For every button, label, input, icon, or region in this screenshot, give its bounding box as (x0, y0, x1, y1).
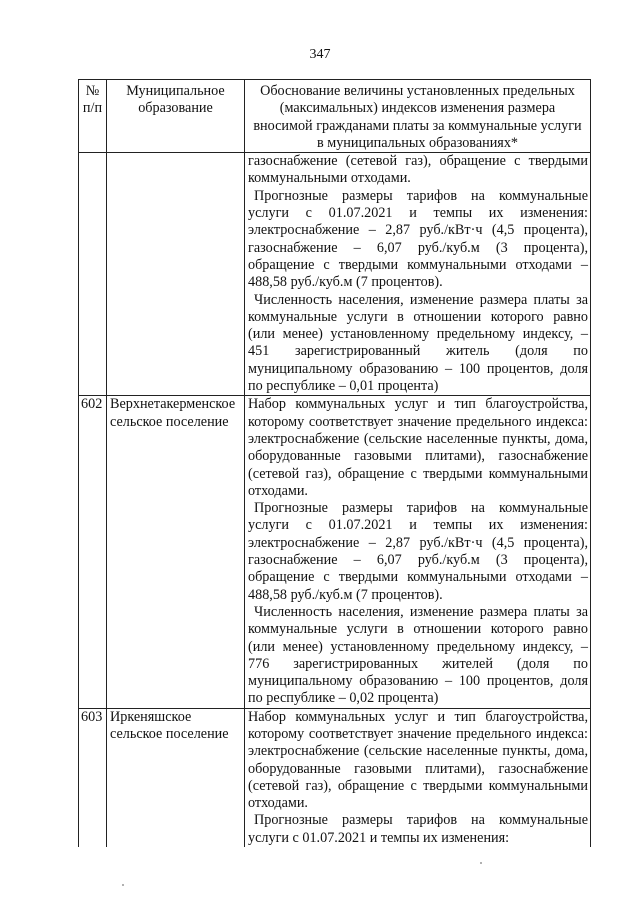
scan-speck (480, 862, 482, 864)
continuation-paragraph-1: газоснабжение (сетевой газ), обращение с твердыми коммунальными отходами. (248, 153, 588, 187)
header-number (79, 80, 107, 153)
table-row-continuation (79, 153, 591, 396)
page-number: 347 (309, 47, 331, 62)
header-number-line2: п/п (82, 100, 103, 117)
table-header-row (79, 80, 591, 153)
row-paragraph-1: Набор коммунальных услуг и тип благоустройства, которому соответствует значение предельного индекса: электроснабжение (сельские населенные пункты, дома, оборудованные газовыми плитами), газоснабжение (сетевой газ), обращение с твердыми коммунальными отходами. (248, 396, 588, 499)
header-municipality-line2: образование (138, 100, 213, 117)
table-row-603 (79, 708, 591, 847)
row-justification (245, 396, 591, 708)
row-number: 602 (79, 396, 107, 708)
header-number-line1: № (85, 83, 100, 99)
row-number: 603 (79, 708, 107, 847)
continuation-paragraph-2: Прогнозные размеры тарифов на коммунальные услуги с 01.07.2021 и темпы их изменения: электроснабжение – 2,87 руб./кВт·ч (4,5 процента), газоснабжение – 6,07 руб./куб.м (3 процента), обращение с твердыми коммунальными отходами – 488,58 руб./куб.м (7 процентов). (248, 187, 588, 291)
row-justification (245, 708, 591, 847)
continuation-paragraph-3: Численность населения, изменение размера платы за коммунальные услуги в отношении которого равно (или менее) установленному предельному индексу, – 451 зарегистрированный житель (доля по муниципальному образованию – 100 процентов, доля по республике – 0,01 процента) (248, 291, 588, 395)
row-paragraph-2: Прогнозные размеры тарифов на коммунальные услуги с 01.07.2021 и темпы их изменения: электроснабжение – 2,87 руб./кВт·ч (4,5 процента), газоснабжение – 6,07 руб./куб.м (3 процента), обращение с твердыми коммунальными отходами – 488,58 руб./куб.м (7 процентов). (248, 500, 588, 603)
continuation-justification-cell (245, 153, 591, 396)
row-paragraph-3: Численность населения, изменение размера платы за коммунальные услуги в отношении которого равно (или менее) установленному предельному индексу, – 776 зарегистрированных жителей (доля по муниципальному образованию – 100 процентов, доля по республике – 0,02 процента) (248, 603, 588, 707)
header-municipality-line1: Муниципальное (126, 83, 225, 99)
row-municipality: Иркеняшское сельское поселение (107, 708, 245, 847)
row-municipality: Верхнетакерменское сельское поселение (107, 396, 245, 708)
row-paragraph-1: Набор коммунальных услуг и тип благоустройства, которому соответствует значение предельного индекса: электроснабжение (сельские населенные пункты, дома, оборудованные газовыми плитами), газоснабжение (сетевой газ), обращение с твердыми коммунальными отходами. (248, 708, 588, 812)
row-paragraph-2: Прогнозные размеры тарифов на коммунальные услуги с 01.07.2021 и темпы их изменения: (248, 812, 588, 846)
tariff-index-table (78, 79, 591, 847)
header-municipality (107, 80, 245, 153)
continuation-number-cell (79, 153, 107, 396)
table-row-602 (79, 396, 591, 708)
scan-speck (122, 884, 124, 886)
header-justification: Обоснование величины установленных предельных (максимальных) индексов изменения размера вносимой гражданами платы за коммунальные услуги в муниципальных образованиях* (245, 80, 591, 153)
continuation-municipality-cell (107, 153, 245, 396)
